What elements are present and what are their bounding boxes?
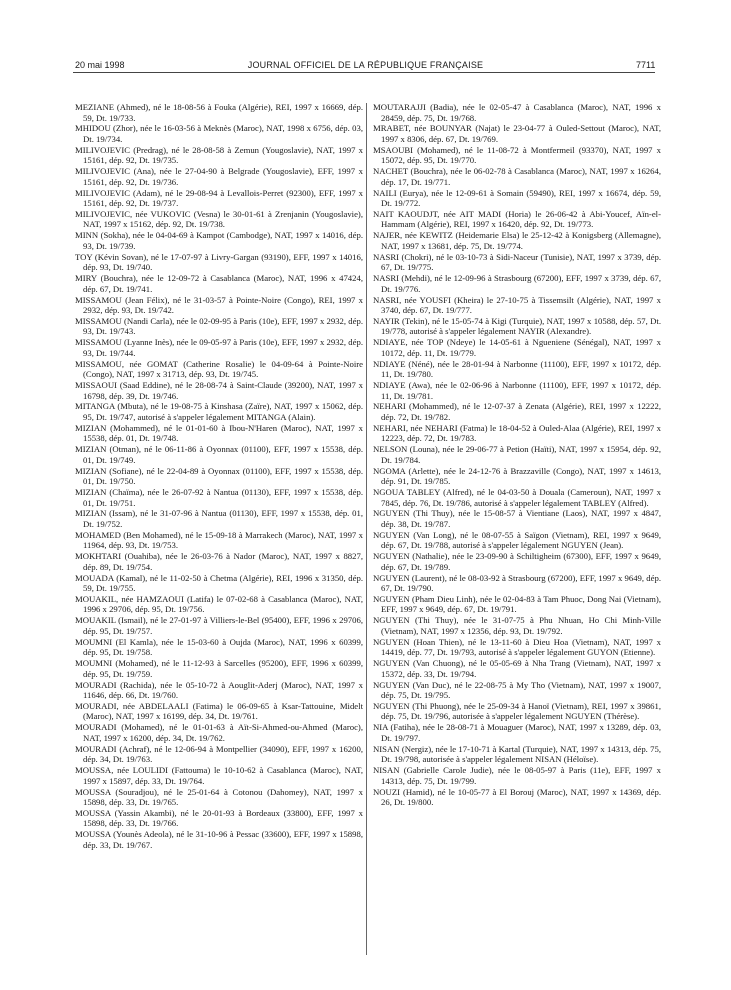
naturalization-entry: NGUYEN (Nathalie), née le 23-09-90 à Schiltigheim (67300), EFF, 1997 x 9649, dép. 67, Dt. 19/789. (373, 551, 661, 572)
naturalization-entry: MSAOUBI (Mohamed), né le 11-08-72 à Montfermeil (93370), NAT, 1997 x 15072, dép. 95, Dt. 19/770. (373, 144, 661, 166)
naturalization-entry: MISSAMOU, née GOMAT (Catherine Rosalie) le 04-09-64 à Pointe-Noire (Congo), NAT, 1997 x 31713, dép. 93, Dt. 19/745. (75, 358, 363, 380)
naturalization-entry: MRABET, née BOUNYAR (Najat) le 23-04-77 à Ouled-Settout (Maroc), NAT, 1997 x 8306, dép. 67, Dt. 19/769. (373, 123, 661, 144)
naturalization-entry: MOUMNI (Mohamed), né le 11-12-93 à Sarcelles (95200), EFF, 1996 x 60399, dép. 95, Dt. 19/759. (75, 658, 363, 679)
naturalization-entry: MOUSSA (Younès Adeola), né le 31-10-96 à Pessac (33600), EFF, 1997 x 15898, dép. 33, Dt. 19/767. (75, 829, 363, 850)
naturalization-entry: MIZIAN (Sofiane), né le 22-04-89 à Oyonnax (01100), EFF, 1997 x 15538, dép. 01, Dt. 19/750. (75, 465, 363, 487)
naturalization-entry: NAILI (Eurya), née le 12-09-61 à Somain (59490), REI, 1997 x 16674, dép. 59, Dt. 19/772. (373, 187, 661, 209)
naturalization-entry: MISSAMOU (Jean Félix), né le 31-03-57 à Pointe-Noire (Congo), REI, 1997 x 2932, dép. 93, Dt. 19/742. (75, 294, 363, 316)
naturalization-entry: NAYIR (Tekin), né le 15-05-74 à Kigi (Turquie), NAT, 1997 x 10588, dép. 57, Dt. 19/778, autorisé à s'appeler légalement NAYIR (Alexandre). (373, 315, 661, 337)
naturalization-entry: MILIVOJEVIC, née VUKOVIC (Vesna) le 30-01-61 à Zrenjanin (Yougoslavie), NAT, 1997 x 15162, dép. 92, Dt. 19/738. (75, 208, 363, 230)
naturalization-entry: NASRI, née YOUSFI (Kheira) le 27-10-75 à Tissemsilt (Algérie), NAT, 1997 x 3740, dép. 67, Dt. 19/777. (373, 294, 661, 316)
naturalization-entry: NDIAYE (Néné), née le 28-01-94 à Narbonne (11100), EFF, 1997 x 10172, dép. 11, Dt. 19/780. (373, 358, 661, 380)
left-column (75, 102, 363, 851)
naturalization-entry: MIRY (Bouchra), née le 12-09-72 à Casablanca (Maroc), NAT, 1996 x 47424, dép. 67, Dt. 19/741. (75, 273, 363, 294)
column-divider (366, 103, 367, 955)
naturalization-entry: NIA (Fatiha), née le 28-08-71 à Mouaguer (Maroc), NAT, 1997 x 13289, dép. 03, Dt. 19/797. (373, 722, 661, 743)
page-header (0, 0, 731, 70)
naturalization-entry: MIZIAN (Issam), né le 31-07-96 à Nantua (01130), EFF, 1997 x 15538, dép. 01, Dt. 19/752. (75, 508, 363, 529)
naturalization-entry: MOUSSA (Yassin Akambi), né le 20-01-93 à Bordeaux (33800), EFF, 1997 x 15898, dép. 33, Dt. 19/766. (75, 807, 363, 829)
naturalization-entry: MOHAMED (Ben Mohamed), né le 15-09-18 à Marrakech (Maroc), NAT, 1997 x 11964, dép. 93, Dt. 19/753. (75, 529, 363, 551)
naturalization-entry: MOURADI, née ABDELAALI (Fatima) le 06-09-65 à Ksar-Tattouine, Midelt (Maroc), NAT, 1997 x 16199, dép. 34, Dt. 19/761. (75, 700, 363, 722)
header-title: JOURNAL OFFICIEL DE LA RÉPUBLIQUE FRANÇAISE (247, 60, 484, 70)
naturalization-entry: NISAN (Gabrielle Carole Judie), née le 08-05-97 à Paris (11e), EFF, 1997 x 14313, dép. 75, Dt. 19/799. (373, 765, 661, 786)
naturalization-entry: MISSAOUI (Saad Eddine), né le 28-08-74 à Saint-Claude (39200), NAT, 1997 x 16798, dép. 39, Dt. 19/746. (75, 380, 363, 401)
naturalization-entry: MOUADA (Kamal), né le 11-02-50 à Chetma (Algérie), REI, 1996 x 31350, dép. 59, Dt. 19/755. (75, 572, 363, 594)
naturalization-entry: NEHARI, née NEHARI (Fatma) le 18-04-52 à Ouled-Alaa (Algérie), REI, 1997 x 12223, dép. 72, Dt. 19/783. (373, 422, 661, 444)
naturalization-entry: NGUYEN (Thi Phuong), née le 25-09-34 à Hanoï (Vietnam), REI, 1997 x 39861, dép. 75, Dt. 19/796, autorisée à s'appeler légalement NGUYEN (Thérèse). (373, 700, 661, 722)
naturalization-entry: NDIAYE (Awa), née le 02-06-96 à Narbonne (11100), EFF, 1997 x 10172, dép. 11, Dt. 19/781. (373, 380, 661, 401)
naturalization-entry: NEHARI (Mohammed), né le 12-07-37 à Zenata (Algérie), REI, 1997 x 12222, dép. 72, Dt. 19/782. (373, 401, 661, 422)
naturalization-entry: NGUYEN (Thi Thuy), née le 15-08-57 à Vientiane (Laos), NAT, 1997 x 4847, dép. 38, Dt. 19/787. (373, 508, 661, 529)
naturalization-entry: NGUYEN (Pham Dieu Linh), née le 02-04-83 à Tam Phuoc, Dong Nai (Vietnam), EFF, 1997 x 9649, dép. 67, Dt. 19/791. (373, 593, 661, 615)
right-column (373, 102, 661, 808)
naturalization-entry: MIZIAN (Otman), né le 06-11-86 à Oyonnax (01100), EFF, 1997 x 15538, dép. 01, Dt. 19/749. (75, 444, 363, 465)
naturalization-entry: NAJER, née KEWITZ (Heidemarie Elsa) le 25-12-42 à Konigsberg (Allemagne), NAT, 1997 x 13681, dép. 75, Dt. 19/774. (373, 230, 661, 251)
naturalization-entry: NAIT KAOUDJT, née AIT MADI (Horia) le 26-06-42 à Abi-Youcef, Aïn-el-Hammam (Algérie), REI, 1997 x 16420, dép. 92, Dt. 19/773. (373, 208, 661, 230)
naturalization-entry: MOUMNI (El Kamla), née le 15-03-60 à Oujda (Maroc), NAT, 1996 x 60399, dép. 95, Dt. 19/758. (75, 636, 363, 658)
naturalization-entry: MITANGA (Mbuta), né le 19-08-75 à Kinshasa (Zaïre), NAT, 1997 x 15062, dép. 95, Dt. 19/747, autorisé à s'appeler légalement MITANGA (Alain). (75, 401, 363, 422)
naturalization-entry: NACHET (Bouchra), née le 06-02-78 à Casablanca (Maroc), NAT, 1997 x 16264, dép. 17, Dt. 19/771. (373, 166, 661, 187)
naturalization-entry: NGUYEN (Hoan Thien), né le 13-11-60 à Dieu Hoa (Vietnam), NAT, 1997 x 14419, dép. 77, Dt. 19/793, autorisé à s'appeler légalement GUYON (Etienne). (373, 636, 661, 658)
naturalization-entry: NGUYEN (Van Duc), né le 22-08-75 à My Tho (Vietnam), NAT, 1997 x 19007, dép. 75, Dt. 19/795. (373, 679, 661, 701)
naturalization-entry: MIZIAN (Mohammed), né le 01-01-60 à Ibou-N'Haren (Maroc), NAT, 1997 x 15538, dép. 01, Dt. 19/748. (75, 422, 363, 444)
naturalization-entry: MOURADI (Achraf), né le 12-06-94 à Montpellier (34090), EFF, 1997 x 16200, dép. 34, Dt. 19/763. (75, 743, 363, 765)
naturalization-entry: NGUYEN (Van Long), né le 08-07-55 à Saïgon (Vietnam), REI, 1997 x 9649, dép. 67, Dt. 19/788, autorisé à s'appeler légalement NGUYEN (Jean). (373, 529, 661, 551)
naturalization-entry: NASRI (Mehdi), né le 12-09-96 à Strasbourg (67200), EFF, 1997 x 3739, dép. 67, Dt. 19/776. (373, 273, 661, 294)
naturalization-entry: NGUYEN (Van Chuong), né le 05-05-69 à Nha Trang (Vietnam), NAT, 1997 x 15372, dép. 33, Dt. 19/794. (373, 658, 661, 679)
naturalization-entry: NGUYEN (Thi Thuy), née le 31-07-75 à Phu Nhuan, Ho Chi Minh-Ville (Vietnam), NAT, 1997 x 12356, dép. 93, Dt. 19/792. (373, 615, 661, 636)
naturalization-entry: NOUZI (Hamid), né le 10-05-77 à El Borouj (Maroc), NAT, 1997 x 14369, dép. 26, Dt. 19/800. (373, 786, 661, 807)
naturalization-entry: NGOUA TABLEY (Alfred), né le 04-03-50 à Douala (Cameroun), NAT, 1997 x 7845, dép. 76, Dt. 19/786, autorisé à s'appeler légalement TABLEY (Alfred). (373, 487, 661, 508)
header-page-number: 7711 (636, 60, 656, 70)
naturalization-entry: MOUSSA (Souradjou), né le 25-01-64 à Cotonou (Dahomey), NAT, 1997 x 15898, dép. 33, Dt. 19/765. (75, 786, 363, 807)
naturalization-entry: TOY (Kévin Sovan), né le 17-07-97 à Livry-Gargan (93190), EFF, 1997 x 14016, dép. 93, Dt. 19/740. (75, 251, 363, 273)
naturalization-entry: MEZIANE (Ahmed), né le 18-08-56 à Fouka (Algérie), REI, 1997 x 16669, dép. 59, Dt. 19/733. (75, 102, 363, 123)
header-rule (73, 72, 655, 73)
naturalization-entry: NGUYEN (Laurent), né le 08-03-92 à Strasbourg (67200), EFF, 1997 x 9649, dép. 67, Dt. 19/790. (373, 572, 661, 594)
naturalization-entry: NDIAYE, née TOP (Ndeye) le 14-05-61 à Ngueniene (Sénégal), NAT, 1997 x 10172, dép. 11, Dt. 19/779. (373, 337, 661, 358)
naturalization-entry: MIZIAN (Chaïma), née le 26-07-92 à Nantua (01130), EFF, 1997 x 15538, dép. 01, Dt. 19/751. (75, 487, 363, 508)
naturalization-entry: MILIVOJEVIC (Predrag), né le 28-08-58 à Zemun (Yougoslavie), NAT, 1997 x 15161, dép. 92, Dt. 19/735. (75, 144, 363, 166)
naturalization-entry: MOUAKIL, née HAMZAOUI (Latifa) le 07-02-68 à Casablanca (Maroc), NAT, 1996 x 29706, dép. 95, Dt. 19/756. (75, 593, 363, 615)
naturalization-entry: MOUAKIL (Ismail), né le 27-01-97 à Villiers-le-Bel (95400), EFF, 1996 x 29706, dép. 95, Dt. 19/757. (75, 615, 363, 636)
naturalization-entry: MOURADI (Mohamed), né le 01-01-63 à Aït-Si-Ahmed-ou-Ahmed (Maroc), NAT, 1997 x 16200, dép. 34, Dt. 19/762. (75, 722, 363, 743)
naturalization-entry: NISAN (Nergiz), née le 17-10-71 à Kartal (Turquie), NAT, 1997 x 14313, dép. 75, Dt. 19/798, autorisée à s'appeler légalement NISAN (Héloïse). (373, 743, 661, 765)
naturalization-entry: MISSAMOU (Nandi Carla), née le 02-09-95 à Paris (10e), EFF, 1997 x 2932, dép. 93, Dt. 19/743. (75, 315, 363, 337)
naturalization-entry: NASRI (Chokri), né le 03-10-73 à Sidi-Naceur (Tunisie), NAT, 1997 x 3739, dép. 67, Dt. 19/775. (373, 251, 661, 273)
naturalization-entry: MHIDOU (Zhor), née le 16-03-56 à Meknès (Maroc), NAT, 1998 x 6756, dép. 03, Dt. 19/734. (75, 123, 363, 144)
naturalization-entry: MILIVOJEVIC (Adam), né le 29-08-94 à Levallois-Perret (92300), EFF, 1997 x 15161, dép. 92, Dt. 19/737. (75, 187, 363, 209)
naturalization-entry: MOUTARAJJI (Badia), née le 02-05-47 à Casablanca (Maroc), NAT, 1996 x 28459, dép. 75, Dt. 19/768. (373, 102, 661, 123)
naturalization-entry: MOUSSA, née LOULIDI (Fattouma) le 10-10-62 à Casablanca (Maroc), NAT, 1997 x 15897, dép. 33, Dt. 19/764. (75, 765, 363, 786)
naturalization-entry: MILIVOJEVIC (Ana), née le 27-04-90 à Belgrade (Yougoslavie), EFF, 1997 x 15161, dép. 92, Dt. 19/736. (75, 166, 363, 187)
naturalization-entry: NGOMA (Arlette), née le 24-12-76 à Brazzaville (Congo), NAT, 1997 x 14613, dép. 91, Dt. 19/785. (373, 465, 661, 487)
naturalization-entry: MOURADI (Rachida), née le 05-10-72 à Aouglit-Aderj (Maroc), NAT, 1997 x 11646, dép. 66, Dt. 19/760. (75, 679, 363, 701)
naturalization-entry: NELSON (Louna), née le 29-06-77 à Petion (Haïti), NAT, 1997 x 15954, dép. 92, Dt. 19/784. (373, 444, 661, 465)
header-date: 20 mai 1998 (75, 60, 125, 70)
naturalization-entry: MISSAMOU (Lyanne Inès), née le 09-05-97 à Paris (10e), EFF, 1997 x 2932, dép. 93, Dt. 19/744. (75, 337, 363, 358)
naturalization-entry: MINN (Sokha), née le 04-04-69 à Kampot (Cambodge), NAT, 1997 x 14016, dép. 93, Dt. 19/739. (75, 230, 363, 251)
naturalization-entry: MOKHTARI (Ouahiba), née le 26-03-76 à Nador (Maroc), NAT, 1997 x 8827, dép. 89, Dt. 19/754. (75, 551, 363, 572)
